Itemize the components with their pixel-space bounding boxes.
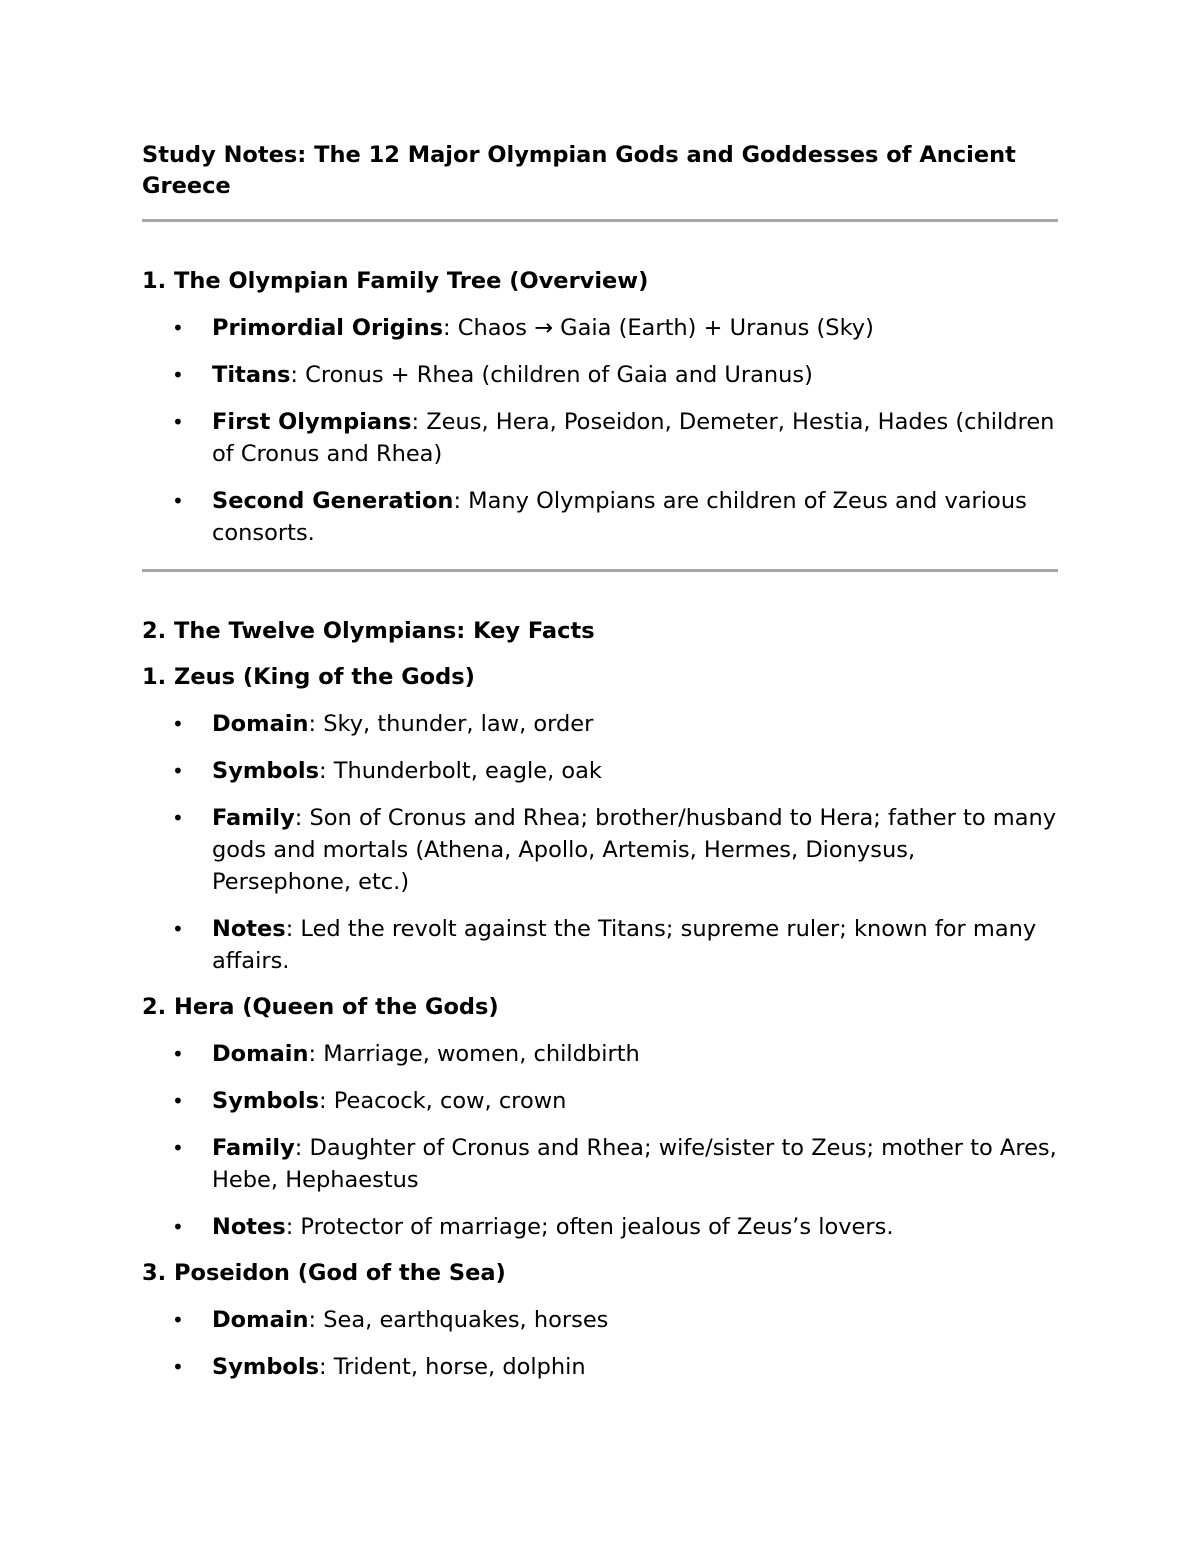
item-text: : Cronus + Rhea (children of Gaia and Uranus) xyxy=(290,362,813,388)
item-term: Notes xyxy=(212,1214,286,1240)
bullet-icon: • xyxy=(172,1215,184,1239)
item-text: : Sky, thunder, law, order xyxy=(308,711,594,737)
section-divider xyxy=(142,569,1058,572)
section-heading-family-tree: 1. The Olympian Family Tree (Overview) xyxy=(142,268,649,294)
item-text: : Thunderbolt, eagle, oak xyxy=(319,758,602,784)
item-text: : Son of Cronus and Rhea; brother/husband to Hera; father to many gods and mortals (Athena, Apollo, Artemis, Hermes, Dionysus, Persephone, etc.) xyxy=(212,805,1057,895)
item-term: Symbols xyxy=(212,758,319,784)
bullet-icon: • xyxy=(172,917,184,941)
list-item xyxy=(142,1132,1058,1196)
list-item xyxy=(142,359,1058,391)
list-item xyxy=(142,485,1058,549)
list-item xyxy=(142,1211,1058,1243)
item-text: : Trident, horse, dolphin xyxy=(319,1354,586,1380)
item-text: : Many Olympians are children of Zeus and various consorts. xyxy=(212,488,1027,546)
item-text: : Led the revolt against the Titans; supreme ruler; known for many affairs. xyxy=(212,916,1037,974)
item-term: Symbols xyxy=(212,1354,319,1380)
bullet-icon: • xyxy=(172,1089,184,1113)
list-item xyxy=(142,1085,1058,1117)
poseidon-facts-list xyxy=(142,1304,1058,1383)
item-term: Domain xyxy=(212,1041,309,1067)
zeus-facts-list xyxy=(142,708,1058,977)
bullet-icon: • xyxy=(172,759,184,783)
bullet-icon: • xyxy=(172,1355,184,1379)
item-text: : Zeus, Hera, Poseidon, Demeter, Hestia, Hades (children of Cronus and Rhea) xyxy=(212,409,1055,467)
item-term: Second Generation xyxy=(212,488,454,514)
bullet-icon: • xyxy=(172,363,184,387)
item-term: Symbols xyxy=(212,1088,319,1114)
bullet-icon: • xyxy=(172,410,184,434)
list-item xyxy=(142,802,1058,898)
bullet-icon: • xyxy=(172,1042,184,1066)
item-term: Titans xyxy=(212,362,291,388)
section-heading-key-facts: 2. The Twelve Olympians: Key Facts xyxy=(142,618,595,644)
list-item xyxy=(142,406,1058,470)
family-tree-list xyxy=(142,312,1058,549)
god-heading-hera: 2. Hera (Queen of the Gods) xyxy=(142,994,499,1020)
bullet-icon: • xyxy=(172,489,184,513)
item-term: Domain xyxy=(212,711,309,737)
item-text: : Protector of marriage; often jealous of Zeus’s lovers. xyxy=(285,1214,894,1240)
item-term: Primordial Origins xyxy=(212,315,444,341)
list-item xyxy=(142,1304,1058,1336)
document-title: Study Notes: The 12 Major Olympian Gods and Goddesses of Ancient Greece xyxy=(142,142,1016,199)
list-item xyxy=(142,755,1058,787)
god-heading-zeus: 1. Zeus (King of the Gods) xyxy=(142,664,475,690)
item-text: : Sea, earthquakes, horses xyxy=(308,1307,609,1333)
list-item xyxy=(142,312,1058,344)
bullet-icon: • xyxy=(172,316,184,340)
bullet-icon: • xyxy=(172,1308,184,1332)
bullet-icon: • xyxy=(172,806,184,830)
item-term: Domain xyxy=(212,1307,309,1333)
item-text: : Daughter of Cronus and Rhea; wife/sister to Zeus; mother to Ares, Hebe, Hephaestus xyxy=(212,1135,1057,1193)
item-text: : Marriage, women, childbirth xyxy=(308,1041,640,1067)
list-item xyxy=(142,913,1058,977)
list-item xyxy=(142,1351,1058,1383)
item-term: Notes xyxy=(212,916,286,942)
item-term: First Olympians xyxy=(212,409,412,435)
item-text: : Peacock, cow, crown xyxy=(319,1088,567,1114)
god-heading-poseidon: 3. Poseidon (God of the Sea) xyxy=(142,1260,506,1286)
item-term: Family xyxy=(212,1135,295,1161)
bullet-icon: • xyxy=(172,1136,184,1160)
bullet-icon: • xyxy=(172,712,184,736)
item-text: : Chaos → Gaia (Earth) + Uranus (Sky) xyxy=(443,315,874,341)
list-item xyxy=(142,708,1058,740)
document-page xyxy=(142,140,1058,1383)
hera-facts-list xyxy=(142,1038,1058,1243)
section-divider xyxy=(142,219,1058,222)
list-item xyxy=(142,1038,1058,1070)
item-term: Family xyxy=(212,805,295,831)
